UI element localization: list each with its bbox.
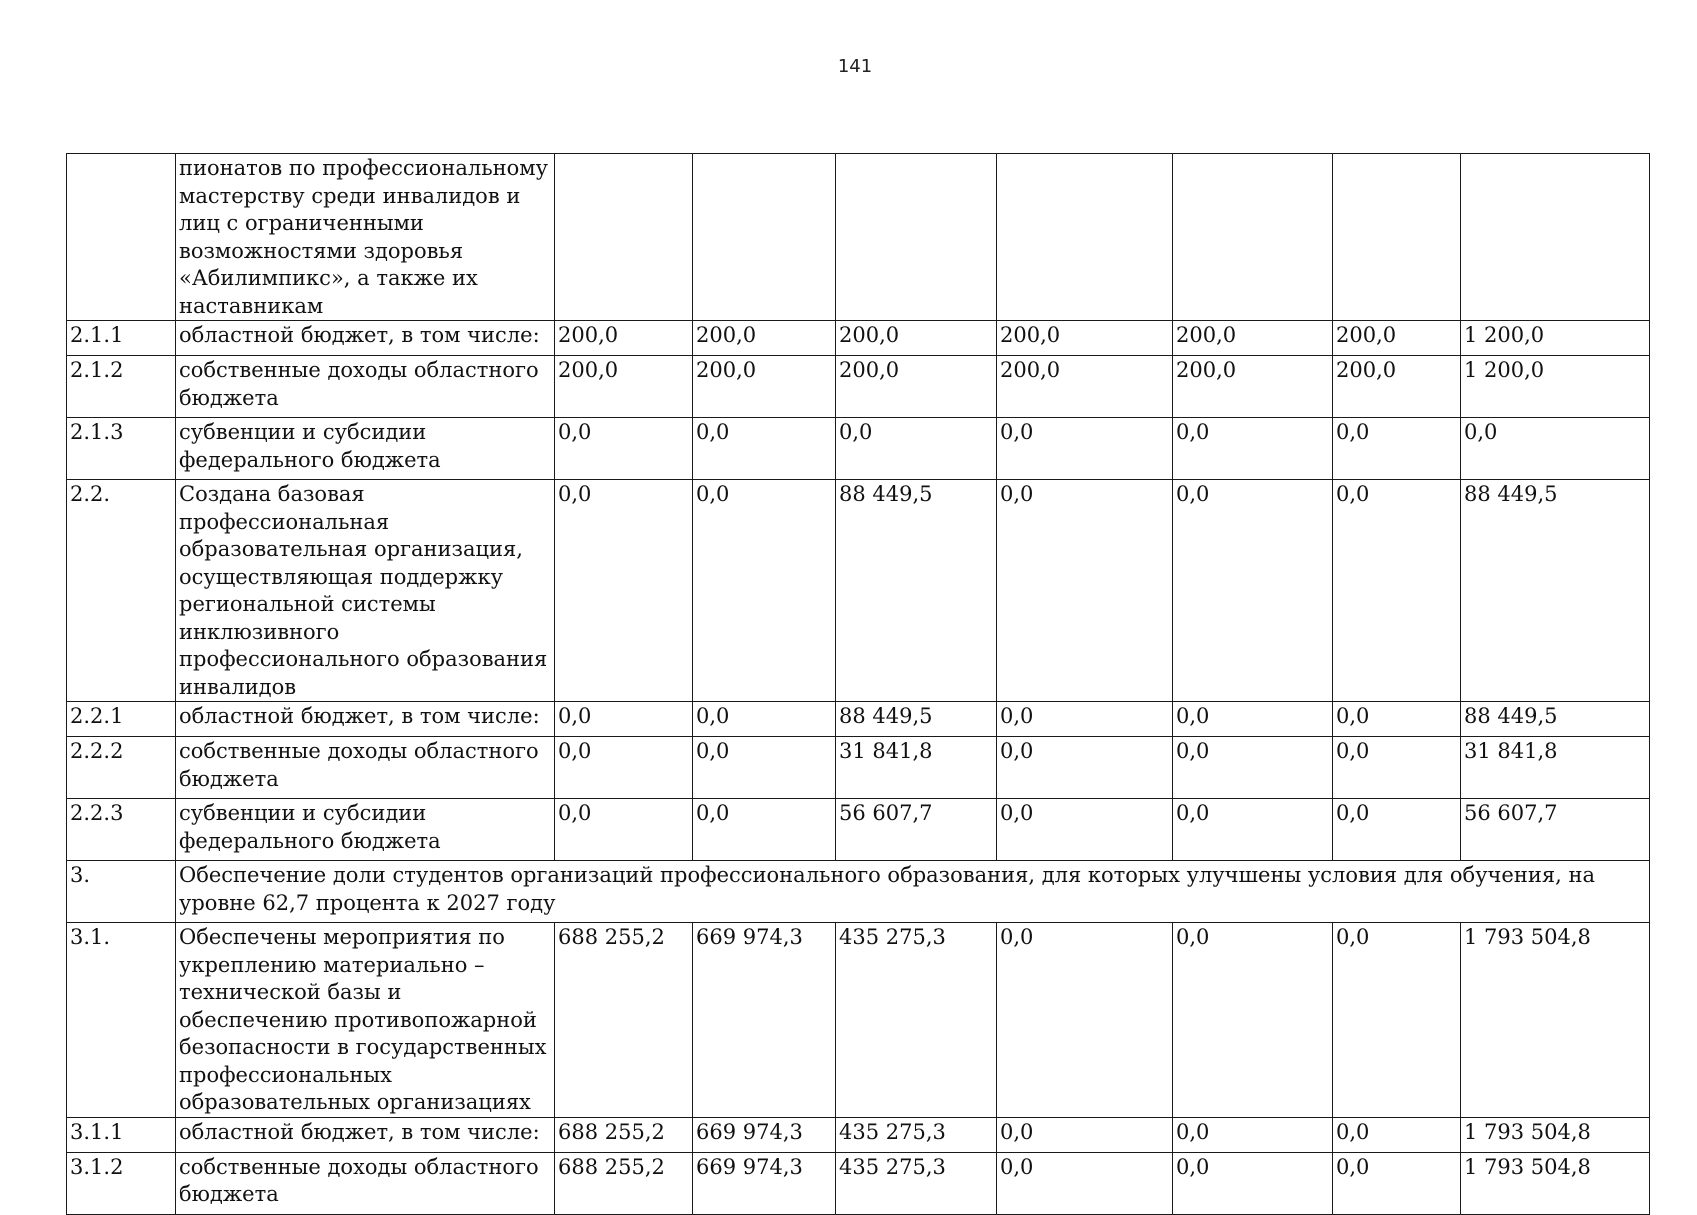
row-year-value: 200,0 — [693, 356, 836, 418]
row-year-value: 669 974,3 — [693, 1152, 836, 1214]
row-year-value: 0,0 — [1173, 737, 1333, 799]
table-row — [67, 737, 1650, 799]
row-year-value: 0,0 — [1173, 418, 1333, 480]
row-year-value: 0,0 — [693, 480, 836, 702]
row-year-value: 688 255,2 — [555, 1117, 693, 1152]
table-row — [67, 861, 1650, 923]
row-year-value: 0,0 — [1173, 799, 1333, 861]
row-year-value: 0,0 — [997, 480, 1173, 702]
row-year-value: 200,0 — [1333, 356, 1461, 418]
row-code: 2.1.3 — [67, 418, 176, 480]
row-year-value: 56 607,7 — [836, 799, 997, 861]
table-row — [67, 321, 1650, 356]
row-description: Обеспечение доли студентов организаций профессионального образования, для которых улучшены условия для обучения, на уровне 62,7 процента к 2027 году — [176, 861, 1650, 923]
row-year-value: 88 449,5 — [836, 702, 997, 737]
budget-table — [66, 153, 1650, 1215]
row-year-value: 200,0 — [555, 356, 693, 418]
row-year-value: 0,0 — [1173, 1117, 1333, 1152]
row-year-value — [693, 154, 836, 321]
row-year-value: 0,0 — [1173, 923, 1333, 1118]
row-total-value — [1461, 154, 1650, 321]
row-description: собственные доходы областного бюджета — [176, 1152, 555, 1214]
row-description: пионатов по профессиональному мастерству среди инвалидов и лиц с ограниченными возможностями здоровья «Абилимпикс», а также их наставникам — [176, 154, 555, 321]
row-code: 2.2.1 — [67, 702, 176, 737]
row-code — [67, 154, 176, 321]
row-code: 3.1. — [67, 923, 176, 1118]
row-description: областной бюджет, в том числе: — [176, 321, 555, 356]
table-row — [67, 799, 1650, 861]
row-year-value — [836, 154, 997, 321]
row-code: 2.2.2 — [67, 737, 176, 799]
row-year-value: 0,0 — [1173, 1152, 1333, 1214]
row-year-value: 0,0 — [1333, 480, 1461, 702]
row-total-value: 1 793 504,8 — [1461, 923, 1650, 1118]
row-year-value: 88 449,5 — [836, 480, 997, 702]
row-year-value: 0,0 — [555, 702, 693, 737]
row-year-value: 669 974,3 — [693, 923, 836, 1118]
row-year-value: 0,0 — [693, 418, 836, 480]
row-description: субвенции и субсидии федерального бюджета — [176, 418, 555, 480]
row-year-value: 435 275,3 — [836, 923, 997, 1118]
row-year-value — [997, 154, 1173, 321]
row-code: 2.2. — [67, 480, 176, 702]
row-year-value: 0,0 — [997, 418, 1173, 480]
row-description: областной бюджет, в том числе: — [176, 1117, 555, 1152]
row-year-value: 200,0 — [555, 321, 693, 356]
row-year-value: 0,0 — [997, 1117, 1173, 1152]
row-year-value: 0,0 — [1333, 1117, 1461, 1152]
row-year-value: 0,0 — [997, 702, 1173, 737]
row-code: 3.1.2 — [67, 1152, 176, 1214]
row-year-value: 200,0 — [693, 321, 836, 356]
row-total-value: 31 841,8 — [1461, 737, 1650, 799]
row-year-value: 0,0 — [1333, 418, 1461, 480]
row-year-value — [1173, 154, 1333, 321]
row-description: собственные доходы областного бюджета — [176, 737, 555, 799]
row-year-value: 200,0 — [1173, 321, 1333, 356]
row-description: областной бюджет, в том числе: — [176, 702, 555, 737]
row-year-value: 0,0 — [555, 737, 693, 799]
row-year-value: 0,0 — [1333, 1152, 1461, 1214]
row-year-value: 0,0 — [997, 737, 1173, 799]
table-row — [67, 154, 1650, 321]
row-year-value: 200,0 — [836, 356, 997, 418]
row-total-value: 0,0 — [1461, 418, 1650, 480]
row-total-value: 1 793 504,8 — [1461, 1152, 1650, 1214]
row-year-value: 0,0 — [997, 799, 1173, 861]
row-total-value: 1 200,0 — [1461, 321, 1650, 356]
row-year-value: 200,0 — [836, 321, 997, 356]
row-year-value: 435 275,3 — [836, 1152, 997, 1214]
row-code: 3. — [67, 861, 176, 923]
row-year-value: 0,0 — [1173, 480, 1333, 702]
row-total-value: 88 449,5 — [1461, 702, 1650, 737]
row-description: Создана базовая профессиональная образовательная организация, осуществляющая поддержку региональной системы инклюзивного профессионального образования инвалидов — [176, 480, 555, 702]
table-body — [67, 154, 1650, 1215]
row-year-value: 688 255,2 — [555, 923, 693, 1118]
row-description: собственные доходы областного бюджета — [176, 356, 555, 418]
row-year-value: 0,0 — [693, 799, 836, 861]
row-year-value: 0,0 — [1333, 737, 1461, 799]
row-total-value: 88 449,5 — [1461, 480, 1650, 702]
row-year-value: 200,0 — [1333, 321, 1461, 356]
row-code: 2.2.3 — [67, 799, 176, 861]
row-year-value: 0,0 — [997, 923, 1173, 1118]
row-year-value — [1333, 154, 1461, 321]
row-description: субвенции и субсидии федерального бюджета — [176, 799, 555, 861]
row-year-value: 0,0 — [1173, 702, 1333, 737]
row-total-value: 1 793 504,8 — [1461, 1117, 1650, 1152]
row-total-value: 56 607,7 — [1461, 799, 1650, 861]
table-row — [67, 702, 1650, 737]
row-year-value: 200,0 — [997, 356, 1173, 418]
row-year-value: 200,0 — [997, 321, 1173, 356]
row-year-value: 200,0 — [1173, 356, 1333, 418]
row-description: Обеспечены мероприятия по укреплению материально – технической базы и обеспечению противопожарной безопасности в государственных профессиональных образовательных организациях — [176, 923, 555, 1118]
table-row — [67, 480, 1650, 702]
row-year-value: 0,0 — [1333, 799, 1461, 861]
row-year-value: 669 974,3 — [693, 1117, 836, 1152]
row-year-value: 0,0 — [693, 702, 836, 737]
table-row — [67, 923, 1650, 1118]
table-row — [67, 418, 1650, 480]
row-year-value: 0,0 — [555, 418, 693, 480]
row-code: 2.1.1 — [67, 321, 176, 356]
page-number: 141 — [837, 56, 873, 77]
row-year-value: 435 275,3 — [836, 1117, 997, 1152]
row-code: 3.1.1 — [67, 1117, 176, 1152]
row-year-value: 0,0 — [836, 418, 997, 480]
row-year-value: 0,0 — [693, 737, 836, 799]
row-year-value: 0,0 — [555, 799, 693, 861]
row-year-value: 0,0 — [555, 480, 693, 702]
row-year-value — [555, 154, 693, 321]
table-row — [67, 1117, 1650, 1152]
row-year-value: 688 255,2 — [555, 1152, 693, 1214]
row-year-value: 31 841,8 — [836, 737, 997, 799]
row-year-value: 0,0 — [1333, 923, 1461, 1118]
row-year-value: 0,0 — [1333, 702, 1461, 737]
row-code: 2.1.2 — [67, 356, 176, 418]
table-row — [67, 356, 1650, 418]
row-year-value: 0,0 — [997, 1152, 1173, 1214]
table-row — [67, 1152, 1650, 1214]
row-total-value: 1 200,0 — [1461, 356, 1650, 418]
